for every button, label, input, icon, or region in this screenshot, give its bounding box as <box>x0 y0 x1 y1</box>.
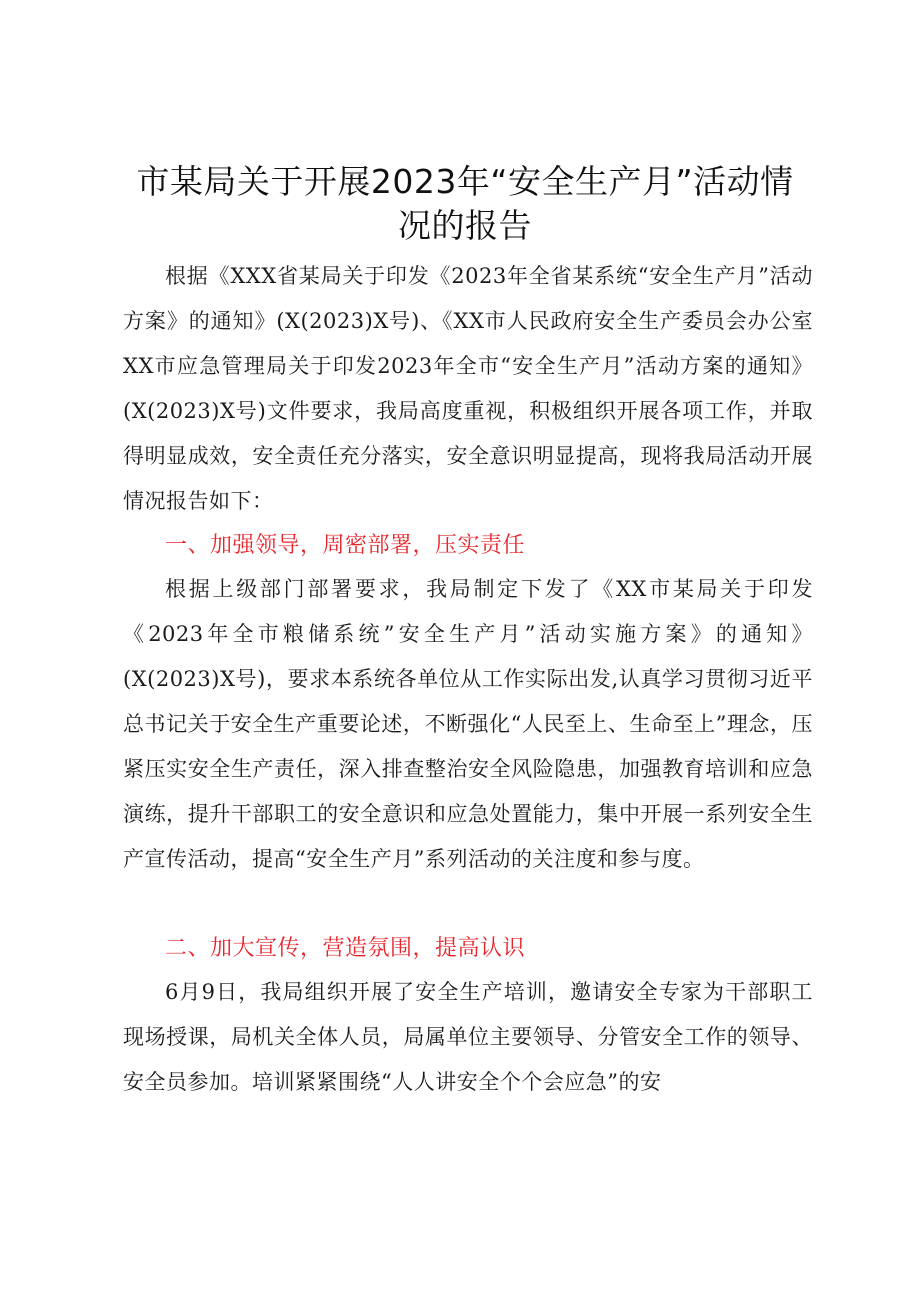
intro-paragraph: 根据《XXX省某局关于印发《2023年全省某系统“安全生产月”活动方案》的通知》(X(2023)X号)、《XX市人民政府安全生产委员会办公室XX市应急管理局关于印发2023年全市“安全生产月”活动方案的通知》(X(2023)X号)文件要求，我局高度重视，积极组织开展各项工作，并取得明显成效，安全责任充分落实，安全意识明显提高，现将我局活动开展情况报告如下： <box>123 264 813 513</box>
section-paragraph-1: 根据上级部门部署要求，我局制定下发了《XX市某局关于印发《2023年全市粮储系统”安全生产月”活动实施方案》的通知》(X(2023)X号)，要求本系统各单位从工作实际出发,认真学习贯彻习近平总书记关于安全生产重要论述，不断强化“人民至上、生命至上”理念，压紧压实安全生产责任，深入排查整治安全风险隐患，加强教育培训和应急演练，提升干部职工的安全意识和应急处置能力，集中开展一系列安全生产宣传活动，提高“安全生产月”系列活动的关注度和参与度。 <box>123 577 813 871</box>
document-title: 市某局关于开展2023年“安全生产月”活动情况的报告 <box>136 162 794 245</box>
section-heading-2: 二、加大宣传，营造氛围，提高认识 <box>165 936 526 961</box>
section-paragraph-2: 6月9日，我局组织开展了安全生产培训，邀请安全专家为干部职工现场授课，局机关全体人员，局属单位主要领导、分管安全工作的领导、安全员参加。培训紧紧围绕“人人讲安全个个会应急”的安 <box>123 980 813 1094</box>
section-heading-1: 一、加强领导，周密部署，压实责任 <box>165 533 526 558</box>
